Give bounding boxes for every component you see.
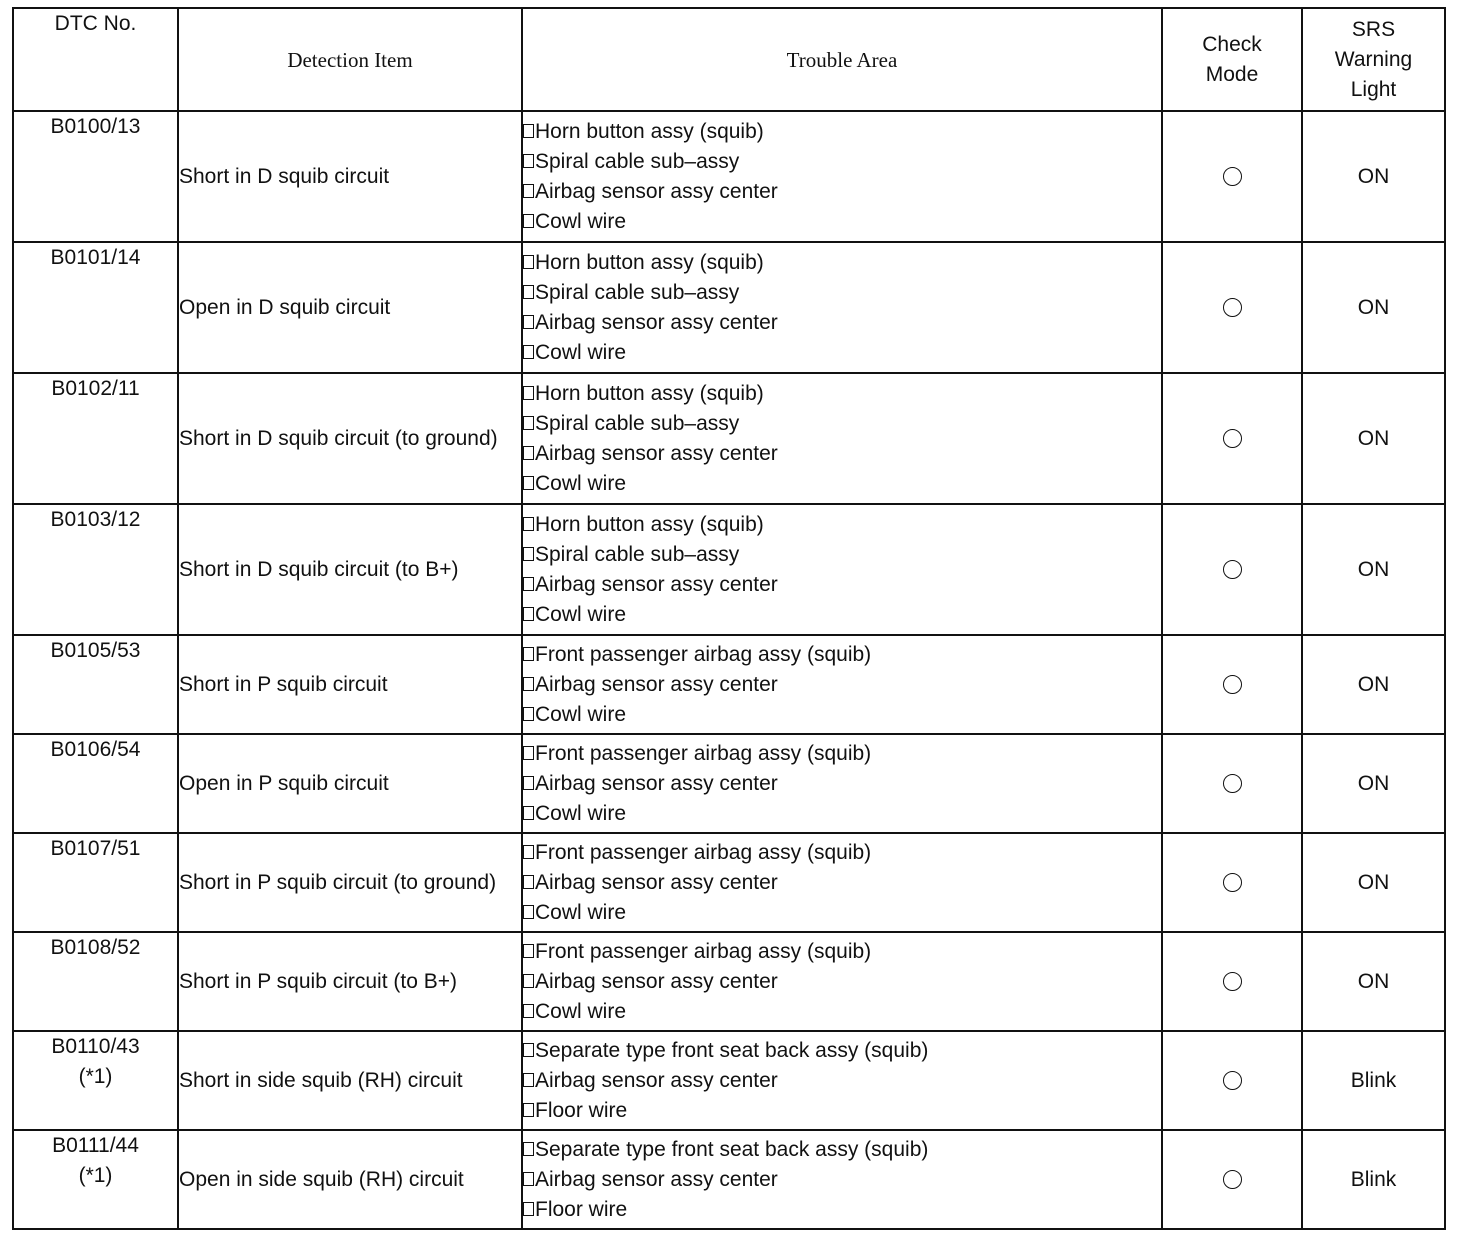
trouble-area-item <box>523 799 1161 829</box>
trouble-area-item <box>523 278 1161 308</box>
header-detection-item: Detection Item <box>178 8 522 111</box>
trouble-area-text: Separate type front seat back assy (squib) <box>535 1137 929 1161</box>
trouble-area-cell <box>522 1130 1162 1229</box>
checkbox-square-icon <box>523 944 534 958</box>
circle-icon <box>1223 873 1242 892</box>
detection-item-cell: Short in D squib circuit <box>178 111 522 242</box>
checkbox-square-icon <box>523 184 534 198</box>
trouble-area-text: Cowl wire <box>535 702 627 726</box>
trouble-area-cell <box>522 1031 1162 1130</box>
checkbox-square-icon <box>523 746 534 760</box>
trouble-area-text: Airbag sensor assy center <box>535 672 778 696</box>
trouble-area-item <box>523 997 1161 1027</box>
trouble-area-item <box>523 1066 1161 1096</box>
checkbox-square-icon <box>523 285 534 299</box>
dtc-no-cell <box>13 833 178 932</box>
trouble-area-item <box>523 510 1161 540</box>
trouble-area-cell <box>522 111 1162 242</box>
check-mode-cell <box>1162 111 1302 242</box>
dtc-no-cell <box>13 1130 178 1229</box>
checkbox-square-icon <box>523 677 534 691</box>
detection-item-cell: Short in P squib circuit (to ground) <box>178 833 522 932</box>
trouble-area-text: Cowl wire <box>535 471 627 495</box>
trouble-area-text: Front passenger airbag assy (squib) <box>535 939 872 963</box>
circle-icon <box>1223 1170 1242 1189</box>
circle-icon <box>1223 972 1242 991</box>
table-row <box>13 1130 1445 1229</box>
checkbox-square-icon <box>523 315 534 329</box>
table-row <box>13 373 1445 504</box>
circle-icon <box>1223 429 1242 448</box>
table-body <box>13 111 1445 1229</box>
checkbox-square-icon <box>523 776 534 790</box>
trouble-area-cell <box>522 734 1162 833</box>
dtc-no-cell <box>13 635 178 734</box>
trouble-area-text: Airbag sensor assy center <box>535 572 778 596</box>
srs-warning-light-cell: Blink <box>1302 1130 1445 1229</box>
trouble-area-text: Cowl wire <box>535 801 627 825</box>
check-mode-cell <box>1162 373 1302 504</box>
table-row <box>13 242 1445 373</box>
trouble-area-text: Airbag sensor assy center <box>535 310 778 334</box>
trouble-area-text: Airbag sensor assy center <box>535 771 778 795</box>
detection-item-cell: Open in P squib circuit <box>178 734 522 833</box>
trouble-area-text: Spiral cable sub–assy <box>535 411 740 435</box>
checkbox-square-icon <box>523 1073 534 1087</box>
detection-item-cell: Short in P squib circuit (to B+) <box>178 932 522 1031</box>
checkbox-square-icon <box>523 974 534 988</box>
trouble-area-text: Airbag sensor assy center <box>535 179 778 203</box>
circle-icon <box>1223 774 1242 793</box>
table-row <box>13 111 1445 242</box>
trouble-area-item <box>523 147 1161 177</box>
checkbox-square-icon <box>523 1142 534 1156</box>
detection-item-cell: Short in side squib (RH) circuit <box>178 1031 522 1130</box>
trouble-area-item <box>523 769 1161 799</box>
trouble-area-item <box>523 540 1161 570</box>
check-mode-cell <box>1162 932 1302 1031</box>
table-row <box>13 1031 1445 1130</box>
detection-item-cell: Open in D squib circuit <box>178 242 522 373</box>
srs-warning-light-cell: Blink <box>1302 1031 1445 1130</box>
check-mode-cell <box>1162 635 1302 734</box>
header-srs-line: Light <box>1350 77 1397 101</box>
circle-icon <box>1223 560 1242 579</box>
srs-warning-light-cell: ON <box>1302 932 1445 1031</box>
trouble-area-text: Front passenger airbag assy (squib) <box>535 741 872 765</box>
trouble-area-cell <box>522 833 1162 932</box>
trouble-area-text: Airbag sensor assy center <box>535 1068 778 1092</box>
trouble-area-item <box>523 1195 1161 1225</box>
dtc-no: B0106/54 <box>50 738 141 761</box>
srs-warning-light-cell: ON <box>1302 734 1445 833</box>
trouble-area-cell <box>522 242 1162 373</box>
checkbox-square-icon <box>523 845 534 859</box>
header-check-mode-line: Mode <box>1205 62 1259 86</box>
table-row <box>13 504 1445 635</box>
trouble-area-text: Separate type front seat back assy (squib) <box>535 1038 929 1062</box>
trouble-area-item <box>523 640 1161 670</box>
header-row <box>13 8 1445 111</box>
dtc-no: B0108/52 <box>50 936 141 959</box>
trouble-area-item <box>523 1135 1161 1165</box>
srs-warning-light-cell: ON <box>1302 833 1445 932</box>
dtc-no-cell <box>13 111 178 242</box>
header-srs-line: Warning <box>1334 47 1413 71</box>
checkbox-square-icon <box>523 905 534 919</box>
trouble-area-item <box>523 868 1161 898</box>
detection-item-cell: Short in P squib circuit <box>178 635 522 734</box>
trouble-area-cell <box>522 635 1162 734</box>
table-header <box>13 8 1445 111</box>
table-row <box>13 635 1445 734</box>
dtc-no: B0105/53 <box>50 639 141 662</box>
header-check-mode <box>1162 8 1302 111</box>
trouble-area-item <box>523 570 1161 600</box>
trouble-area-text: Airbag sensor assy center <box>535 1167 778 1191</box>
trouble-area-item <box>523 1165 1161 1195</box>
dtc-no-cell <box>13 242 178 373</box>
dtc-no: B0102/11 <box>51 377 140 400</box>
check-mode-cell <box>1162 1130 1302 1229</box>
header-trouble-area: Trouble Area <box>522 8 1162 111</box>
check-mode-cell <box>1162 242 1302 373</box>
trouble-area-text: Horn button assy (squib) <box>535 119 764 143</box>
checkbox-square-icon <box>523 214 534 228</box>
trouble-area-item <box>523 838 1161 868</box>
dtc-no: (*1) <box>78 1065 113 1088</box>
srs-warning-light-cell: ON <box>1302 373 1445 504</box>
checkbox-square-icon <box>523 577 534 591</box>
trouble-area-text: Cowl wire <box>535 900 627 924</box>
dtc-no: B0110/43 <box>51 1035 140 1058</box>
trouble-area-item <box>523 177 1161 207</box>
circle-icon <box>1223 675 1242 694</box>
trouble-area-text: Horn button assy (squib) <box>535 512 764 536</box>
checkbox-square-icon <box>523 345 534 359</box>
checkbox-square-icon <box>523 875 534 889</box>
trouble-area-item <box>523 248 1161 278</box>
trouble-area-text: Airbag sensor assy center <box>535 969 778 993</box>
trouble-area-item <box>523 117 1161 147</box>
dtc-no-cell <box>13 373 178 504</box>
trouble-area-item <box>523 937 1161 967</box>
circle-icon <box>1223 298 1242 317</box>
trouble-area-item <box>523 967 1161 997</box>
circle-icon <box>1223 167 1242 186</box>
trouble-area-text: Front passenger airbag assy (squib) <box>535 840 872 864</box>
trouble-area-item <box>523 670 1161 700</box>
checkbox-square-icon <box>523 476 534 490</box>
trouble-area-item <box>523 1036 1161 1066</box>
table-row <box>13 734 1445 833</box>
dtc-no: B0101/14 <box>50 246 141 269</box>
trouble-area-text: Spiral cable sub–assy <box>535 280 740 304</box>
trouble-area-text: Cowl wire <box>535 602 627 626</box>
trouble-area-text: Cowl wire <box>535 340 627 364</box>
check-mode-cell <box>1162 1031 1302 1130</box>
trouble-area-item <box>523 379 1161 409</box>
trouble-area-item <box>523 207 1161 237</box>
checkbox-square-icon <box>523 255 534 269</box>
dtc-no-cell <box>13 932 178 1031</box>
checkbox-square-icon <box>523 1043 534 1057</box>
dtc-no-cell <box>13 1031 178 1130</box>
trouble-area-item <box>523 700 1161 730</box>
trouble-area-text: Spiral cable sub–assy <box>535 542 740 566</box>
trouble-area-cell <box>522 373 1162 504</box>
trouble-area-text: Airbag sensor assy center <box>535 441 778 465</box>
checkbox-square-icon <box>523 806 534 820</box>
checkbox-square-icon <box>523 1103 534 1117</box>
check-mode-cell <box>1162 734 1302 833</box>
checkbox-square-icon <box>523 386 534 400</box>
trouble-area-item <box>523 409 1161 439</box>
trouble-area-text: Horn button assy (squib) <box>535 250 764 274</box>
check-mode-cell <box>1162 833 1302 932</box>
trouble-area-item <box>523 308 1161 338</box>
checkbox-square-icon <box>523 416 534 430</box>
trouble-area-item <box>523 739 1161 769</box>
header-srs-line: SRS <box>1351 17 1396 41</box>
trouble-area-item <box>523 600 1161 630</box>
trouble-area-text: Cowl wire <box>535 209 627 233</box>
trouble-area-text: Front passenger airbag assy (squib) <box>535 642 872 666</box>
dtc-no: (*1) <box>78 1164 113 1187</box>
checkbox-square-icon <box>523 446 534 460</box>
check-mode-cell <box>1162 504 1302 635</box>
srs-warning-light-cell: ON <box>1302 242 1445 373</box>
dtc-no: B0107/51 <box>50 837 141 860</box>
dtc-no: B0103/12 <box>50 508 141 531</box>
trouble-area-cell <box>522 932 1162 1031</box>
trouble-area-item <box>523 1096 1161 1126</box>
detection-item-cell: Open in side squib (RH) circuit <box>178 1130 522 1229</box>
srs-warning-light-cell: ON <box>1302 635 1445 734</box>
checkbox-square-icon <box>523 707 534 721</box>
checkbox-square-icon <box>523 1202 534 1216</box>
trouble-area-item <box>523 338 1161 368</box>
checkbox-square-icon <box>523 1004 534 1018</box>
checkbox-square-icon <box>523 154 534 168</box>
table-row <box>13 833 1445 932</box>
trouble-area-text: Spiral cable sub–assy <box>535 149 740 173</box>
trouble-area-item <box>523 898 1161 928</box>
checkbox-square-icon <box>523 517 534 531</box>
dtc-no: B0111/44 <box>52 1134 139 1157</box>
dtc-no-cell <box>13 504 178 635</box>
checkbox-square-icon <box>523 124 534 138</box>
trouble-area-text: Horn button assy (squib) <box>535 381 764 405</box>
srs-warning-light-cell: ON <box>1302 111 1445 242</box>
trouble-area-cell <box>522 504 1162 635</box>
checkbox-square-icon <box>523 647 534 661</box>
circle-icon <box>1223 1071 1242 1090</box>
trouble-area-text: Floor wire <box>535 1197 628 1221</box>
header-srs-warning-light <box>1302 8 1445 111</box>
trouble-area-text: Airbag sensor assy center <box>535 870 778 894</box>
trouble-area-item <box>523 439 1161 469</box>
dtc-no: B0100/13 <box>50 115 141 138</box>
trouble-area-text: Floor wire <box>535 1098 628 1122</box>
dtc-table <box>12 7 1446 1230</box>
header-dtc-no: DTC No. <box>13 8 178 111</box>
srs-warning-light-cell: ON <box>1302 504 1445 635</box>
table-row <box>13 932 1445 1031</box>
trouble-area-text: Cowl wire <box>535 999 627 1023</box>
header-check-mode-line: Check <box>1202 32 1262 56</box>
checkbox-square-icon <box>523 547 534 561</box>
detection-item-cell: Short in D squib circuit (to ground) <box>178 373 522 504</box>
checkbox-square-icon <box>523 1172 534 1186</box>
detection-item-cell: Short in D squib circuit (to B+) <box>178 504 522 635</box>
checkbox-square-icon <box>523 607 534 621</box>
dtc-no-cell <box>13 734 178 833</box>
trouble-area-item <box>523 469 1161 499</box>
